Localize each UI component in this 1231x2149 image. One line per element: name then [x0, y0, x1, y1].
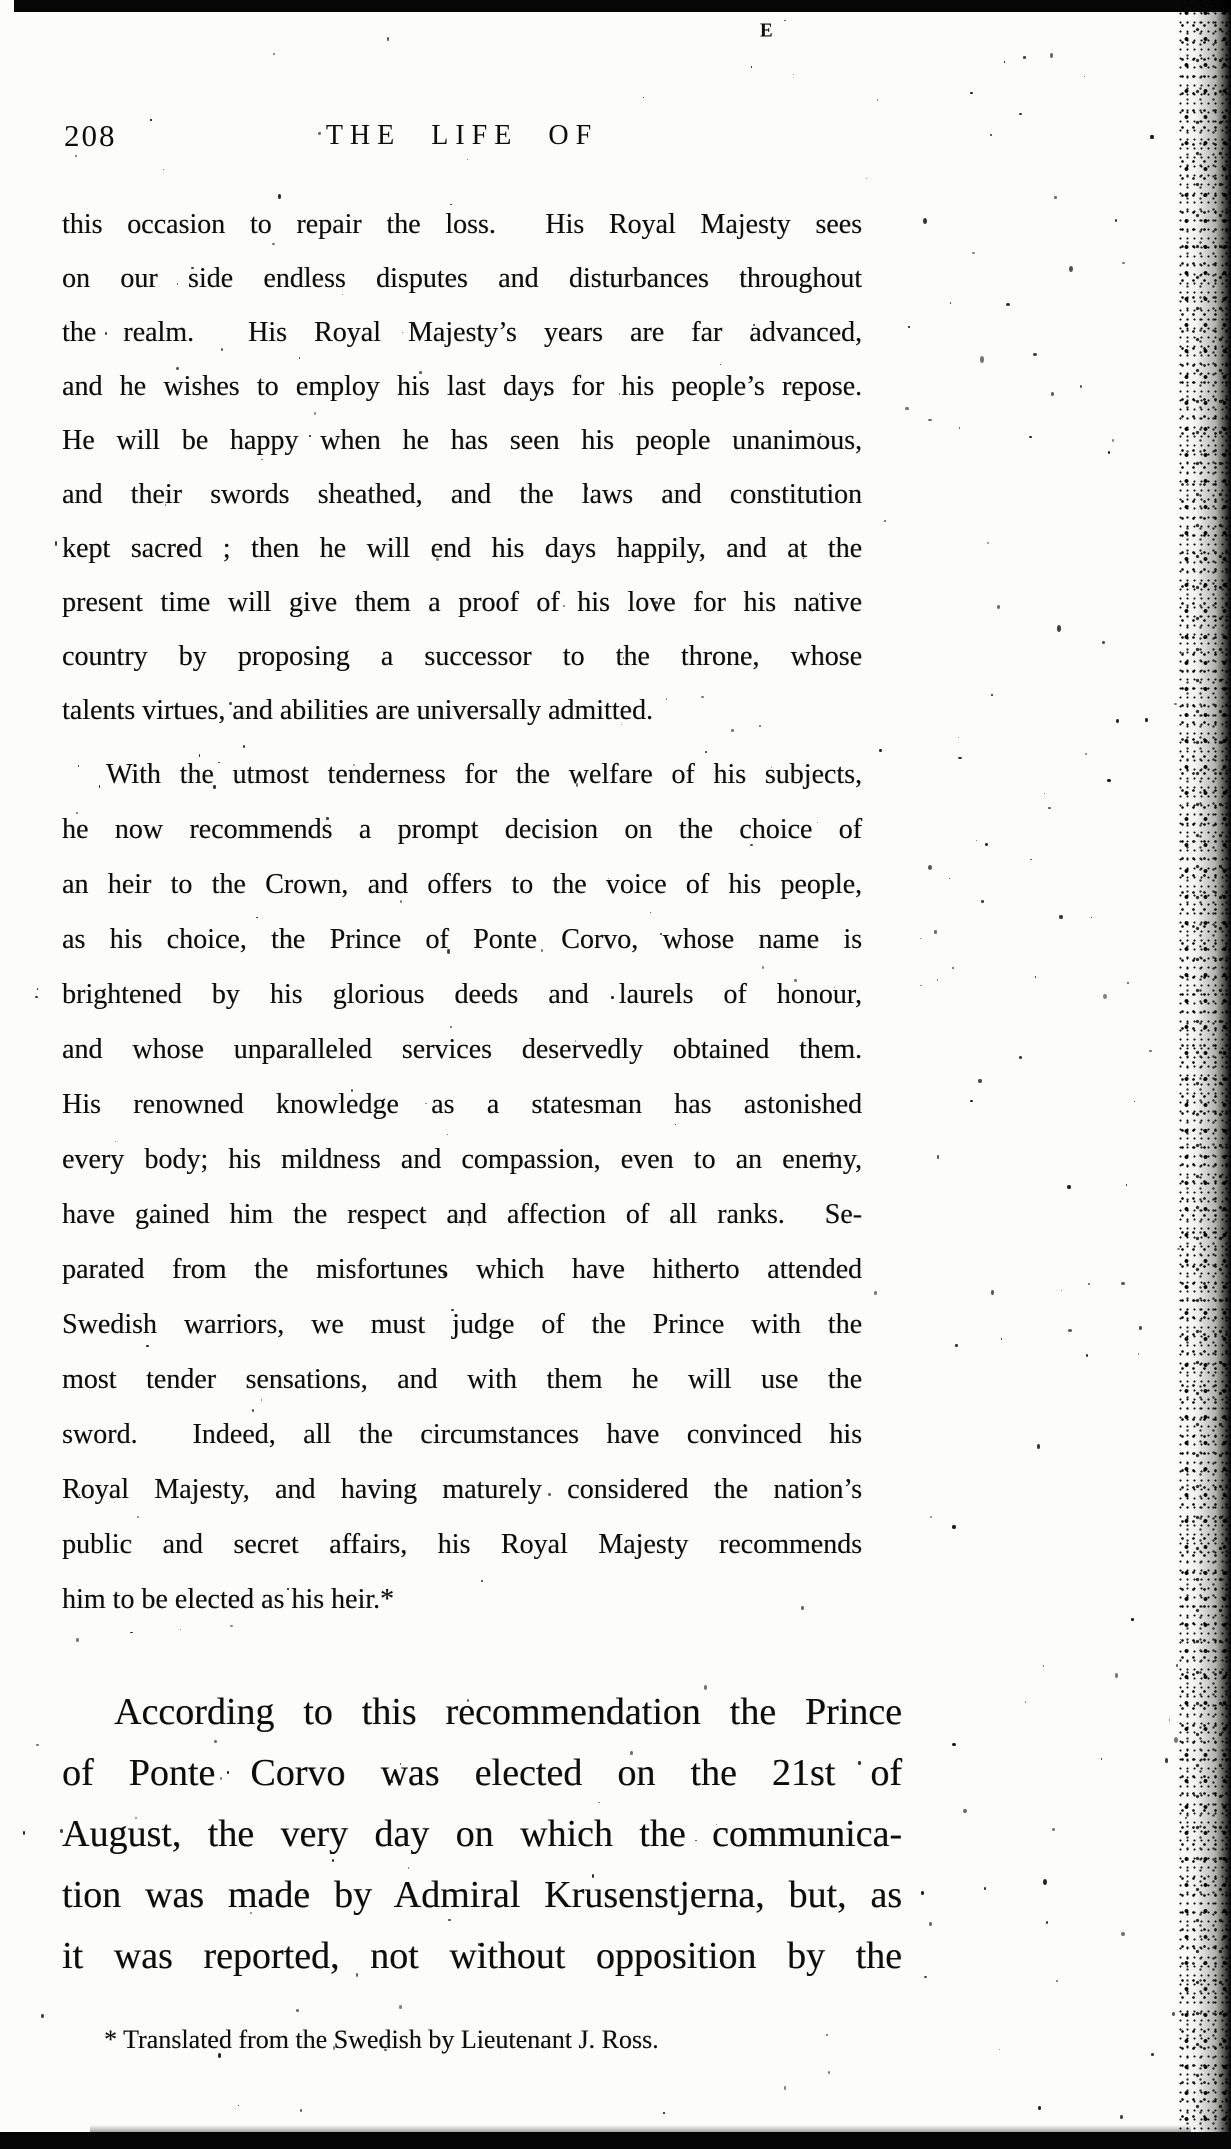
text-line: August, the very day on which the communica- [62, 1813, 902, 1855]
paragraph-royal-message-1 [62, 198, 862, 738]
text-line: brightened by his glorious deeds and laurels of honour, [62, 979, 862, 1010]
text-line: it was reported, not without opposition by the [62, 1935, 902, 1977]
paragraph-royal-message-2 [62, 747, 862, 1627]
running-title: THE LIFE OF [325, 120, 599, 151]
text-line: have gained him the respect and affection of all ranks. Se- [62, 1199, 862, 1230]
text-line: Swedish warriors, we must judge of the Prince with the [62, 1309, 862, 1340]
page-header [62, 112, 862, 162]
text-line: According to this recommendation the Prince [114, 1691, 902, 1733]
text-line: as his choice, the Prince of Ponte Corvo, whose name is [62, 924, 862, 955]
text-line: and he wishes to employ his last days for his people’s repose. [62, 371, 862, 402]
text-line: sword. Indeed, all the circumstances have convinced his [62, 1419, 862, 1450]
text-line: this occasion to repair the loss. His Royal Majesty sees [62, 209, 862, 240]
text-line: present time will give them a proof of his love for his native [62, 587, 862, 618]
scan-edge-top [14, 0, 1231, 12]
text-line: an heir to the Crown, and offers to the voice of his people, [62, 869, 862, 900]
text-line: public and secret affairs, his Royal Majesty recommends [62, 1529, 862, 1560]
scan-edge-bottom [0, 2132, 1231, 2149]
text-line: and their swords sheathed, and the laws and constitution [62, 479, 862, 510]
text-line: tion was made by Admiral Krusenstjerna, but, as [62, 1874, 902, 1916]
page-number: 208 [64, 118, 117, 153]
scan-edge-right [1177, 0, 1231, 2149]
text-line: most tender sensations, and with them he will use the [62, 1364, 862, 1395]
text-line: of Ponte Corvo was elected on the 21st of [62, 1752, 902, 1794]
text-line: and whose unparalleled services deservedly obtained them. [62, 1034, 862, 1065]
text-line: kept sacred ; then he will end his days happily, and at the [62, 533, 862, 564]
text-line: Royal Majesty, and having maturely considered the nation’s [62, 1474, 862, 1505]
text-line: on our side endless disputes and disturbances throughout [62, 263, 862, 294]
text-line: talents virtues, and abilities are universally admitted. [62, 695, 653, 726]
text-line: every body; his mildness and compassion, even to an enemy, [62, 1144, 862, 1175]
text-line: he now recommends a prompt decision on the choice of [62, 814, 862, 845]
footnote: * Translated from the Swedish by Lieutenant J. Ross. [104, 2025, 659, 2054]
text-line: him to be elected as his heir.* [62, 1584, 395, 1615]
text-line: parated from the misfortunes which have hitherto attended [62, 1254, 862, 1285]
paragraph-election-account [62, 1682, 902, 1987]
text-line: With the utmost tenderness for the welfare of his subjects, [106, 759, 862, 790]
scan-stray-mark: E [760, 19, 773, 42]
text-line: He will be happy when he has seen his people unanimous, [62, 425, 862, 456]
text-line: the realm. His Royal Majesty’s years are far advanced, [62, 317, 862, 348]
text-line: His renowned knowledge as a statesman has astonished [62, 1089, 862, 1120]
text-line: country by proposing a successor to the throne, whose [62, 641, 862, 672]
